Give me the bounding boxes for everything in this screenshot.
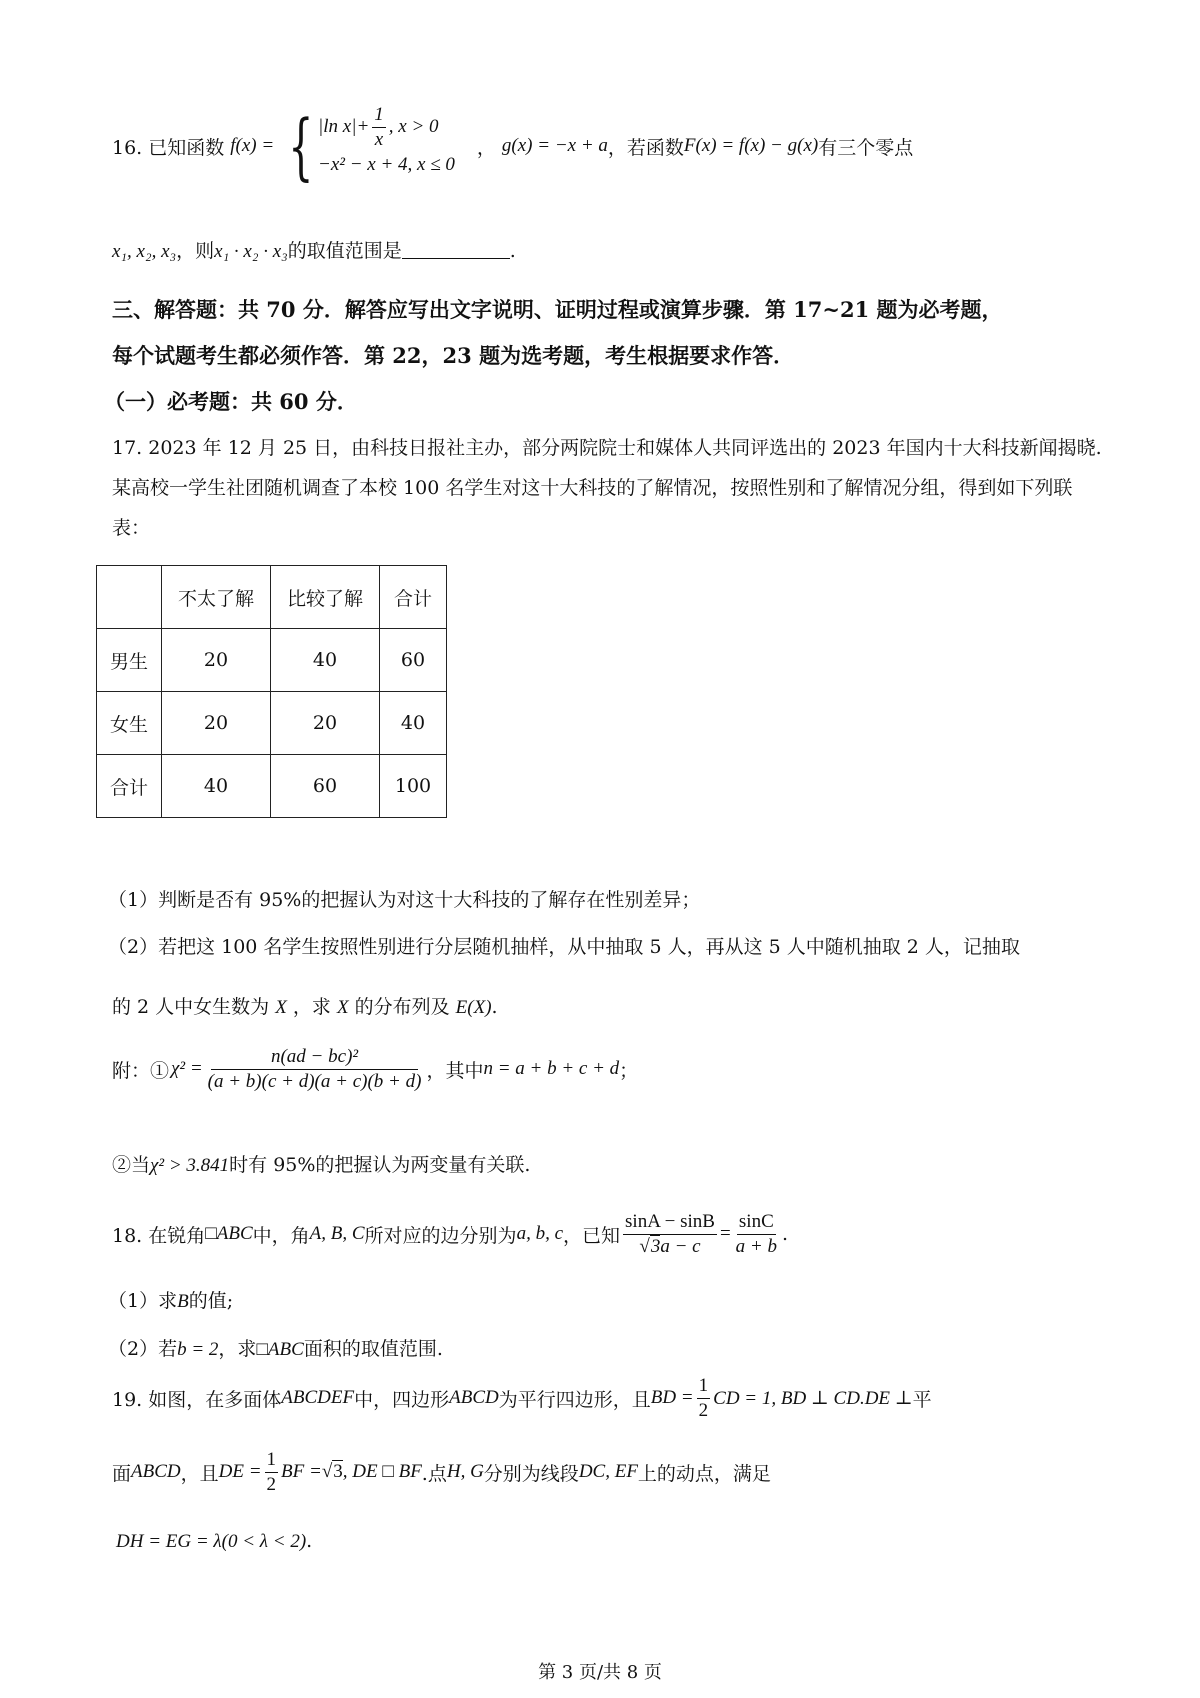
section-3-heading-line1: 三、解答题：共 70 分．解答应写出文字说明、证明过程或演算步骤．第 17~21 题为必考题， [112,297,1003,322]
table-cell: 60 [271,755,380,818]
q16-number: 16. 已知函数 [112,136,225,159]
question-16-line2: x₁, x₂, x₃，则x₁ · x₂ · x₃的取值范围是 . [112,240,516,262]
table-cell: 比较了解 [271,566,380,629]
q16-tail: 有三个零点 [818,136,914,159]
table-cell: 100 [380,755,447,818]
table-cell: 男生 [97,629,162,692]
q17-part2-line2: 的 2 人中女生数为 X ，求 X 的分布列及 E(X). [112,996,498,1018]
table-cell [97,566,162,629]
q18-rhs-fraction: $\frac{\sin C}{a + b}$ [735,1211,777,1257]
q16-f-lhs: f(x) = [230,135,275,156]
section-3-subheading: （一）必考题：共 60 分． [104,389,358,414]
table-cell: 不太了解 [162,566,271,629]
q18-lhs-fraction: $\frac{\sin A - \sin B}{√3a - c}$ [625,1211,715,1257]
table-header-row [97,566,447,629]
q16-g-def: g(x) = −x + a [501,135,608,156]
q16-case2: −x² − x + 4, x ≤ 0 [318,154,455,175]
q16-condition: ，若函数 [607,136,684,159]
table-row [97,629,447,692]
q18-part1: （1）求B的值; [108,1290,234,1312]
page-footer: 第 3 页/共 8 页 [538,1662,662,1683]
section-3-heading-line2: 每个试题考生都必须作答．第 22，23 题为选考题，考生根据要求作答． [112,343,795,368]
q17-formula-note: 附：① χ² = $\frac{\text{n(ad − bc)²}}{(a + b)(c + d)(a + c)(b + d)}$ ，其中 n = a + b + c + d ； [112,1046,639,1092]
chi-square-formula: $\frac{\text{n(ad − bc)²}}{(a + b)(c + d)(a + c)(b + d)}$ [207,1046,422,1092]
table-cell: 40 [162,755,271,818]
table-row [97,692,447,755]
question-17-text: 17. 2023 年 12 月 25 日，由科技日报社主办，部分两院院士和媒体人共同评选出的 2023 年国内十大科技新闻揭晓.某高校一学生社团随机调查了本校 100 名学生对这十大科技的了解情况，按照性别和了解情况分组，得到如下列联表： [112,437,1102,539]
question-19-line2: 面 ABCD ，且 DE = $\frac{1}{2}$ BF = √3 , DE □ BF .点 H, G 分别为线段 DC, EF 上的动点，满足 [112,1449,771,1495]
table-cell: 40 [271,629,380,692]
question-16-line1: 16. 已知函数 f(x) = { |ln x| + $\frac{1}{x}$ , x > 0 −x² − x + 4, x ≤ 0 ， g(x) = −x + a ，若函数 F(x) = f(x) − g(x) 有三个零点 [112,103,914,188]
table-cell: 20 [271,692,380,755]
q16-piecewise: { |ln x| + $\frac{1}{x}$ , x > 0 −x² − x + 4, x ≤ 0 [288,103,455,188]
table-cell: 20 [162,692,271,755]
table-row [97,755,447,818]
q17-part2-line1: （2）若把这 100 名学生按照性别进行分层随机抽样，从中抽取 5 人，再从这 5 人中随机抽取 2 人，记抽取 [108,936,1020,958]
contingency-table [96,565,447,818]
answer-blank [402,240,510,259]
table-cell: 合计 [97,755,162,818]
table-cell: 合计 [380,566,447,629]
table-cell: 20 [162,629,271,692]
table-cell: 60 [380,629,447,692]
question-19-line3: DH = EG = λ(0 < λ < 2). [116,1530,313,1552]
q18-part2: （2）若b = 2，求□ABC面积的取值范围. [108,1338,443,1360]
q17-note2: ②当χ² > 3.841时有 95%的把握认为两变量有关联. [112,1154,531,1176]
table-cell: 女生 [97,692,162,755]
q17-part1: （1）判断是否有 95%的把握认为对这十大科技的了解存在性别差异； [108,889,701,911]
question-18-line1: 18. 在锐角 □ABC 中，角 A, B, C 所对应的边分别为 a, b, c ，已知 $\frac{\sin A - \sin B}{√3a - c}$ = $\frac{\sin C}{a + b}$ . [112,1211,789,1257]
question-19-line1: 19. 如图，在多面体 ABCDEF 中，四边形 ABCD 为平行四边形，且 BD = $\frac{1}{2}$ CD = 1, BD ⊥ CD.DE ⊥ 平 [112,1375,932,1421]
q16-F-def: F(x) = f(x) − g(x) [683,135,819,156]
q16-case1: |ln x| + $\frac{1}{x}$ , x > 0 [318,103,439,150]
table-cell: 40 [380,692,447,755]
